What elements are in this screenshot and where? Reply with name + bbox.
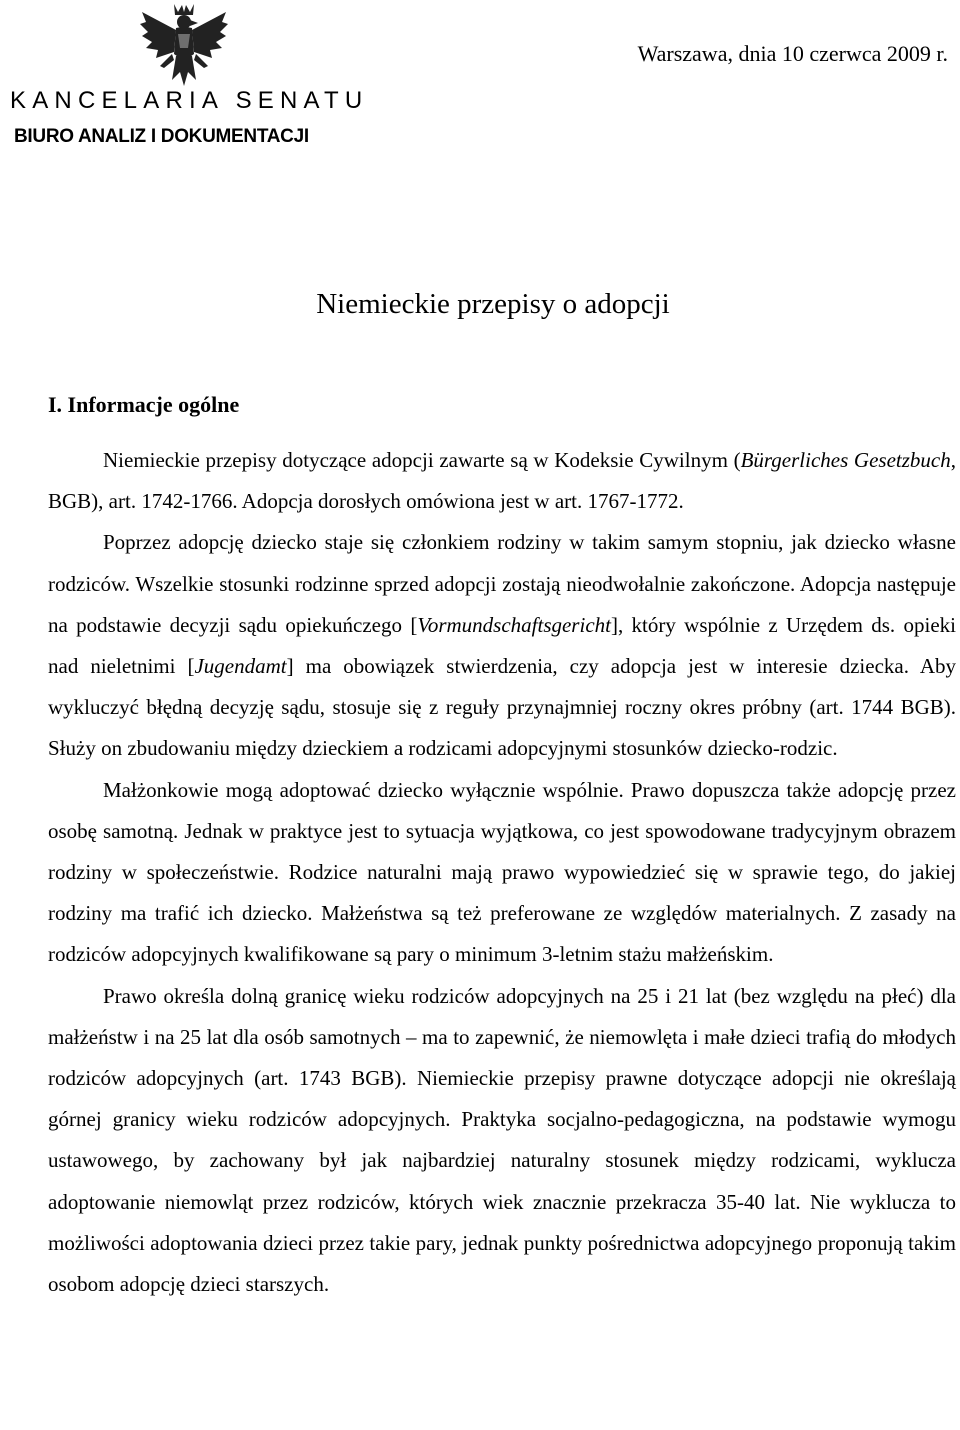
- section-heading: I. Informacje ogólne: [48, 392, 240, 417]
- paragraph-2-text: Poprzez adopcję dziecko staje się członkiem rodziny w takim samym stopniu, jak dziecko własne rodziców. Wszelkie stosunki rodzinne sprzed adopcji zostają nieodwołalnie zakończone. Adopcja następuje na podstawie decyzji sądu opiekuńczego [: [48, 530, 956, 637]
- paragraph-1-text-2: , BGB), art. 1742-1766. Adopcja dorosłych omówiona jest w art. 1767-1772.: [48, 448, 956, 514]
- document-date: Warszawa, dnia 10 czerwca 2009 r.: [637, 41, 948, 66]
- paragraph-1-italic-term: Bürgerliches Gesetzbuch: [740, 448, 951, 472]
- document-title: [0, 287, 960, 322]
- organization-name: KANCELARIA SENATU: [10, 87, 369, 114]
- document-body: [48, 440, 956, 1305]
- department-name: BIURO ANALIZ I DOKUMENTACJI: [14, 126, 309, 147]
- paragraph-2: [48, 522, 956, 769]
- paragraph-2-italic-term-1: Vormundschaftsgericht: [417, 612, 611, 637]
- paragraph-3: Małżonkowie mogą adoptować dziecko wyłącznie wspólnie. Prawo dopuszcza także adopcję przez osobę samotną. Jednak w praktyce jest to sytuacja wyjątkowa, co jest spowodowane tradycyjnym obrazem rodziny w społeczeństwie. Rodzice naturalni mają prawo wypowiedzieć się w sprawie tego, do jakiej rodziny ma trafić ich dziecko. Małżeństwa są też preferowane ze względów materialnych. Z zasady na rodziców adopcyjnych kwalifikowane są pary o minimum 3-letnim stażu małżeńskim.: [48, 777, 956, 967]
- paragraph-1: [48, 440, 956, 522]
- paragraph-1-text: Niemieckie przepisy dotyczące adopcji zawarte są w Kodeksie Cywilnym (: [103, 448, 741, 472]
- paragraph-2-italic-term-2: Jugendamt: [194, 654, 287, 679]
- paragraph-4: Prawo określa dolną granicę wieku rodziców adopcyjnych na 25 i 21 lat (bez względu na płeć) dla małżeństw i na 25 lat dla osób samotnych – ma to zapewnić, że niemowlęta i małe dzieci trafią do młodych rodziców adopcyjnych (art. 1743 BGB). Niemieckie przepisy prawne dotyczące adopcji nie określają górnej granicy wieku rodziców adopcyjnych. Praktyka socjalno-pedagogiczna, na podstawie wymogu ustawowego, by zachowany był jak najbardziej naturalny stosunek między rodzicami, wyklucza adoptowanie niemowląt przez rodziców, których wiek znacznie przekracza 35-40 lat. Nie wyklucza to możliwości adoptowania dzieci przez takie pary, jednak punkty pośrednictwa adopcyjnego proponują takim osobom adopcję dzieci starszych.: [48, 983, 956, 1297]
- paragraph-2-text-2: ], który wspólnie z Urzędem ds. opieki nad nieletnimi [: [48, 612, 956, 679]
- polish-eagle-icon: [138, 2, 230, 92]
- paragraph-2-text-3: ] ma obowiązek stwierdzenia, czy adopcja jest w interesie dziecka. Aby wykluczyć błędną decyzję sądu, stosuje się z reguły przynajmniej roczny okres próbny (art. 1744 BGB). Służy on zbudowaniu między dzieckiem a rodzicami adopcyjnymi stosunków dziecko-rodzic.: [48, 654, 956, 761]
- document-title-text: Niemieckie przepisy o adopcji: [316, 288, 670, 320]
